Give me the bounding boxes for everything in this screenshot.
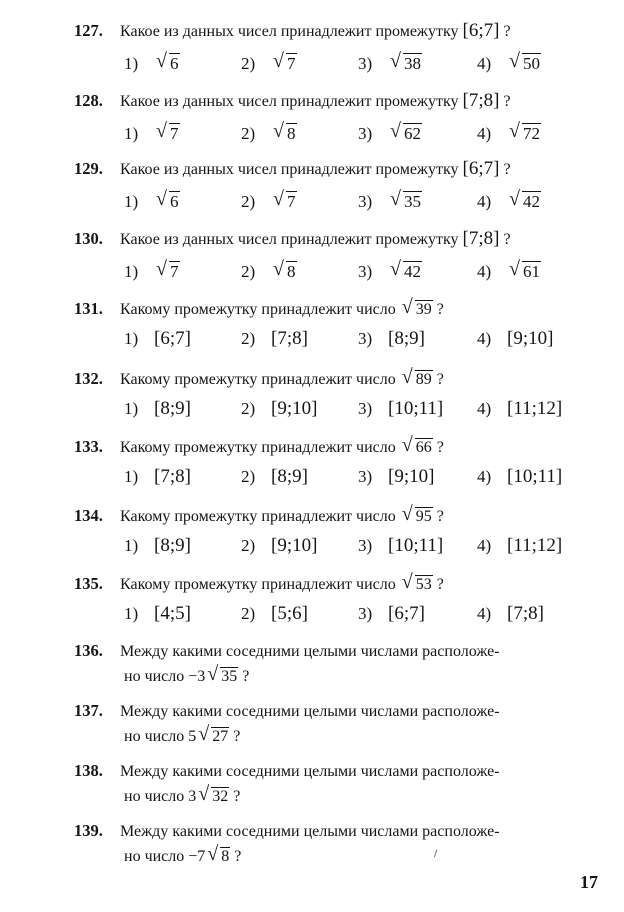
radicand: 66 [415, 439, 432, 456]
option-value: [10;11] [388, 398, 444, 419]
radicand: 7 [170, 262, 179, 281]
question-text: Между какими соседними целыми числами расположе- [120, 703, 500, 720]
problem-133 [74, 434, 604, 487]
sqrt-expression: √ 7 [273, 50, 296, 73]
question-mark: ? [436, 371, 444, 388]
option-1 [124, 535, 191, 557]
option-label: 1) [124, 536, 139, 555]
sqrt-expression: √ 50 [509, 50, 540, 73]
option-1 [124, 120, 180, 145]
question-line [74, 368, 604, 391]
sqrt-expression: √ 7 [156, 120, 179, 143]
question-mark: ? [233, 788, 241, 805]
question-line [74, 90, 604, 113]
problem-139 [74, 820, 604, 865]
page-number: 17 [580, 872, 598, 892]
sqrt-expression: √ 7 [156, 258, 179, 281]
option-1 [124, 50, 180, 75]
interval: [6;7] [462, 158, 500, 179]
question-text: Между какими соседними целыми числами расположе- [120, 823, 500, 840]
question-mark: ? [234, 848, 242, 865]
option-label: 4) [477, 124, 492, 143]
option-value: [6;7] [154, 328, 191, 349]
option-label: 4) [477, 399, 492, 418]
option-label: 3) [358, 124, 373, 143]
option-label: 2) [241, 124, 256, 143]
answer-options [124, 188, 594, 213]
option-label: 1) [124, 604, 139, 623]
question-text: но число [124, 668, 185, 685]
question-mark: ? [503, 161, 511, 178]
radicand: 50 [523, 54, 540, 73]
option-label: 3) [358, 54, 373, 73]
problem-128 [74, 90, 604, 143]
radicand: 8 [287, 262, 296, 281]
sqrt-expression: √ 89 [401, 366, 432, 388]
answer-options [124, 603, 594, 625]
option-value: [7;8] [154, 466, 191, 487]
option-label: 1) [124, 54, 139, 73]
problem-number: 132. [74, 369, 103, 388]
radicand: 8 [221, 848, 230, 865]
sqrt-expression: √ 61 [509, 258, 540, 281]
option-label: 3) [358, 399, 373, 418]
answer-options [124, 120, 594, 145]
question-text: Какое из данных чисел принадлежит промежутку [120, 161, 459, 178]
problem-number: 138. [74, 761, 103, 780]
question-text: Какому промежутку принадлежит число [120, 301, 396, 318]
sqrt-expression: √ 32 [198, 783, 229, 805]
question-mark: ? [436, 576, 444, 593]
answer-options [124, 328, 594, 350]
option-value: [8;9] [388, 328, 425, 349]
option-value: [7;8] [271, 328, 308, 349]
problem-number: 139. [74, 821, 103, 840]
problem-129 [74, 158, 604, 211]
option-label: 2) [241, 399, 256, 418]
radicand: 35 [404, 192, 421, 211]
answer-options [124, 258, 594, 283]
option-3 [358, 466, 434, 488]
option-label: 2) [241, 54, 256, 73]
option-label: 1) [124, 329, 139, 348]
option-value: [5;6] [271, 603, 308, 624]
answer-options [124, 535, 594, 557]
sqrt-expression: √ 38 [390, 50, 421, 73]
question-mark: ? [242, 668, 250, 685]
option-value: [8;9] [154, 398, 191, 419]
option-value: [9;10] [388, 466, 435, 487]
sqrt-expression: √ 35 [390, 188, 421, 211]
question-line [74, 700, 604, 723]
option-value: [6;7] [388, 603, 425, 624]
problem-number: 133. [74, 437, 103, 456]
question-mark: ? [436, 508, 444, 525]
problem-number: 137. [74, 701, 103, 720]
coefficient: 5 [188, 728, 197, 745]
option-value: [9;10] [271, 398, 318, 419]
question-mark: ? [503, 231, 511, 248]
problem-number: 131. [74, 299, 103, 318]
option-value: [9;10] [271, 535, 318, 556]
sqrt-expression: √ 27 [198, 723, 229, 745]
sqrt-expression: √ 62 [390, 120, 421, 143]
option-label: 2) [241, 536, 256, 555]
sqrt-expression: √ 35 [207, 663, 238, 685]
option-2 [241, 328, 308, 350]
option-value: [7;8] [507, 603, 544, 624]
option-1 [124, 328, 191, 350]
radicand: 42 [523, 192, 540, 211]
radicand: 39 [415, 301, 432, 318]
sqrt-expression: √ 95 [401, 503, 432, 525]
option-2 [241, 603, 308, 625]
radicand: 89 [415, 371, 432, 388]
option-value: [4;5] [154, 603, 191, 624]
radicand: 61 [523, 262, 540, 281]
interval: [7;8] [462, 90, 500, 111]
problem-132 [74, 366, 604, 419]
option-1 [124, 398, 191, 420]
question-text: Между какими соседними целыми числами расположе- [120, 763, 500, 780]
radicand: 53 [415, 576, 432, 593]
option-label: 1) [124, 399, 139, 418]
problem-138 [74, 760, 604, 805]
answer-options [124, 398, 594, 420]
option-3 [358, 328, 425, 350]
sqrt-expression: √ 42 [390, 258, 421, 281]
radicand: 27 [212, 728, 229, 745]
sqrt-expression: √ 39 [401, 296, 432, 318]
radicand: 62 [404, 124, 421, 143]
sqrt-expression: √ 66 [401, 434, 432, 456]
sqrt-expression: √ 6 [156, 188, 179, 211]
option-label: 4) [477, 54, 492, 73]
question-text: но число [124, 728, 185, 745]
option-label: 1) [124, 467, 139, 486]
question-line [74, 436, 604, 459]
sqrt-expression: √ 7 [273, 188, 296, 211]
option-3 [358, 603, 425, 625]
option-label: 4) [477, 536, 492, 555]
option-label: 4) [477, 604, 492, 623]
option-label: 1) [124, 124, 139, 143]
option-2 [241, 258, 297, 283]
question-mark: ? [436, 301, 444, 318]
radicand: 7 [170, 124, 179, 143]
question-line-2 [124, 843, 242, 868]
option-1 [124, 603, 191, 625]
option-label: 3) [358, 262, 373, 281]
answer-options [124, 466, 594, 488]
option-label: 1) [124, 262, 139, 281]
option-label: 2) [241, 329, 256, 348]
question-line-2 [124, 723, 241, 748]
option-2 [241, 120, 297, 145]
coefficient: 3 [188, 788, 197, 805]
radicand: 7 [287, 54, 296, 73]
problem-number: 134. [74, 506, 103, 525]
coefficient: −7 [188, 848, 206, 865]
interval: [7;8] [462, 228, 500, 249]
problem-number: 135. [74, 574, 103, 593]
problem-number: 127. [74, 21, 103, 40]
option-1 [124, 188, 180, 213]
option-value: [10;11] [388, 535, 444, 556]
radicand: 72 [523, 124, 540, 143]
option-label: 4) [477, 262, 492, 281]
option-label: 3) [358, 192, 373, 211]
option-3 [358, 258, 422, 283]
option-4 [477, 603, 544, 625]
option-4 [477, 120, 541, 145]
option-1 [124, 258, 180, 283]
option-3 [358, 535, 443, 557]
radicand: 32 [212, 788, 229, 805]
option-2 [241, 50, 297, 75]
option-label: 4) [477, 467, 492, 486]
option-label: 3) [358, 604, 373, 623]
sqrt-expression: √ 6 [156, 50, 179, 73]
question-line [74, 298, 604, 321]
stray-pen-mark [434, 850, 440, 859]
option-4 [477, 258, 541, 283]
question-line-2 [124, 783, 241, 808]
option-label: 3) [358, 329, 373, 348]
problem-137 [74, 700, 604, 745]
option-label: 2) [241, 604, 256, 623]
radicand: 38 [404, 54, 421, 73]
sqrt-expression: √ 8 [273, 258, 296, 281]
problem-number: 136. [74, 641, 103, 660]
radicand: 95 [415, 508, 432, 525]
question-text: но число [124, 788, 185, 805]
question-text: Какое из данных чисел принадлежит промежутку [120, 231, 459, 248]
question-line [74, 760, 604, 783]
radicand: 6 [170, 54, 179, 73]
option-label: 2) [241, 192, 256, 211]
sqrt-expression: √ 53 [401, 571, 432, 593]
question-line [74, 505, 604, 528]
option-2 [241, 398, 317, 420]
question-mark: ? [233, 728, 241, 745]
question-mark: ? [436, 439, 444, 456]
option-label: 3) [358, 467, 373, 486]
radicand: 6 [170, 192, 179, 211]
question-mark: ? [503, 93, 511, 110]
option-4 [477, 398, 562, 420]
option-value: [9;10] [507, 328, 554, 349]
question-text: Какому промежутку принадлежит число [120, 371, 396, 388]
option-2 [241, 466, 308, 488]
question-line [74, 640, 604, 663]
question-line [74, 158, 604, 181]
option-1 [124, 466, 191, 488]
sqrt-expression: √ 8 [273, 120, 296, 143]
question-text: Какому промежутку принадлежит число [120, 508, 396, 525]
question-line [74, 228, 604, 251]
option-4 [477, 328, 553, 350]
option-label: 2) [241, 262, 256, 281]
option-4 [477, 535, 562, 557]
option-3 [358, 50, 422, 75]
interval: [6;7] [462, 20, 500, 41]
option-3 [358, 188, 422, 213]
option-label: 2) [241, 467, 256, 486]
radicand: 8 [287, 124, 296, 143]
problem-135 [74, 571, 604, 624]
question-text: Какое из данных чисел принадлежит промежутку [120, 23, 459, 40]
question-text: Между какими соседними целыми числами расположе- [120, 643, 500, 660]
answer-options [124, 50, 594, 75]
problem-number: 128. [74, 91, 103, 110]
sqrt-expression: √ 72 [509, 120, 540, 143]
option-value: [8;9] [271, 466, 308, 487]
problem-number: 129. [74, 159, 103, 178]
option-value: [11;12] [507, 398, 563, 419]
question-text: но число [124, 848, 185, 865]
problem-136 [74, 640, 604, 685]
question-line [74, 20, 604, 43]
question-text: Какому промежутку принадлежит число [120, 576, 396, 593]
problem-number: 130. [74, 229, 103, 248]
option-2 [241, 535, 317, 557]
option-value: [11;12] [507, 535, 563, 556]
radicand: 7 [287, 192, 296, 211]
option-label: 4) [477, 192, 492, 211]
problem-127 [74, 20, 604, 73]
option-4 [477, 50, 541, 75]
problem-130 [74, 228, 604, 281]
problem-134 [74, 503, 604, 556]
option-4 [477, 188, 541, 213]
question-line [74, 573, 604, 596]
sqrt-expression: √ 42 [509, 188, 540, 211]
coefficient: −3 [188, 668, 206, 685]
option-label: 1) [124, 192, 139, 211]
option-4 [477, 466, 562, 488]
question-text: Какому промежутку принадлежит число [120, 439, 396, 456]
question-line-2 [124, 663, 250, 688]
question-mark: ? [503, 23, 511, 40]
problem-131 [74, 296, 604, 349]
option-label: 4) [477, 329, 492, 348]
sqrt-expression: √ 8 [207, 843, 230, 865]
option-value: [10;11] [507, 466, 563, 487]
option-3 [358, 398, 443, 420]
option-label: 3) [358, 536, 373, 555]
option-value: [8;9] [154, 535, 191, 556]
question-line [74, 820, 604, 843]
radicand: 42 [404, 262, 421, 281]
radicand: 35 [221, 668, 238, 685]
option-3 [358, 120, 422, 145]
option-2 [241, 188, 297, 213]
question-text: Какое из данных чисел принадлежит промежутку [120, 93, 459, 110]
